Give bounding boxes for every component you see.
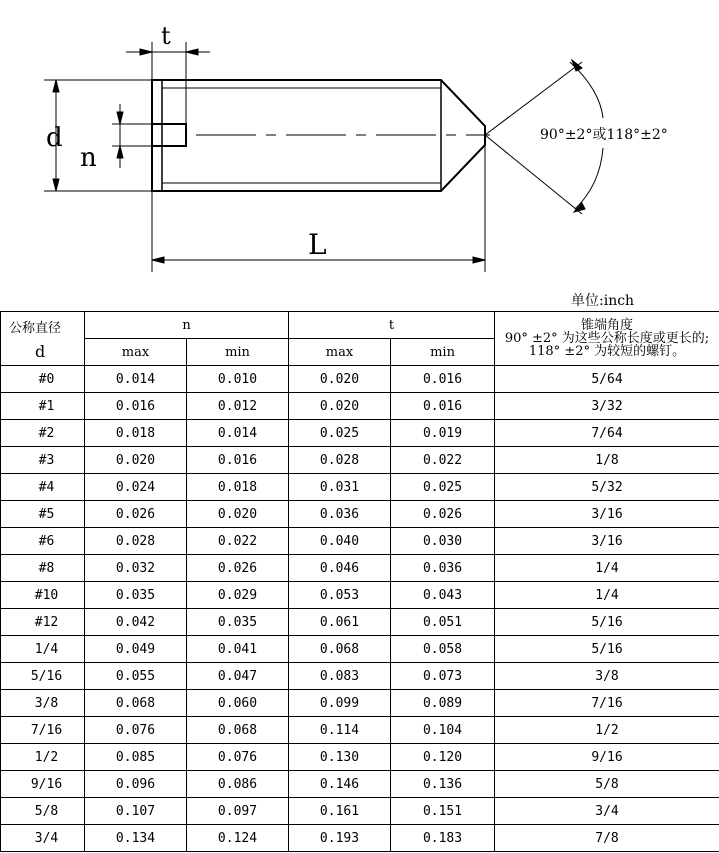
cell-t-min: 0.058 xyxy=(391,636,495,663)
cell-t-min: 0.073 xyxy=(391,663,495,690)
cell-n-max: 0.018 xyxy=(85,420,187,447)
cell-t-max: 0.114 xyxy=(289,717,391,744)
cell-t-max: 0.068 xyxy=(289,636,391,663)
cell-n-min: 0.012 xyxy=(187,393,289,420)
label-d: d xyxy=(46,123,63,153)
cell-n-max: 0.042 xyxy=(85,609,187,636)
angle-line-upper xyxy=(485,62,582,135)
cell-d: #5 xyxy=(1,501,85,528)
angle-line-lower xyxy=(485,135,582,214)
unit-label: 单位:inch xyxy=(571,293,635,309)
cell-n-max: 0.035 xyxy=(85,582,187,609)
spec-table xyxy=(0,311,719,852)
cell-n-min: 0.014 xyxy=(187,420,289,447)
header-cone-note2: 118° ±2° 为较短的螺钉。 xyxy=(528,344,686,359)
label-angle: 90°±2°或118°±2° xyxy=(540,127,668,143)
cell-angle: 5/32 xyxy=(495,474,719,501)
cell-t-min: 0.016 xyxy=(391,393,495,420)
table-row xyxy=(1,825,719,852)
cell-angle: 9/16 xyxy=(495,744,719,771)
cell-t-max: 0.130 xyxy=(289,744,391,771)
header-nominal-line1: 公称直径 xyxy=(9,320,62,336)
cell-angle: 5/8 xyxy=(495,771,719,798)
cell-t-max: 0.020 xyxy=(289,393,391,420)
L-arrow-right xyxy=(473,257,485,263)
cell-n-min: 0.086 xyxy=(187,771,289,798)
table-row xyxy=(1,501,719,528)
cell-n-max: 0.024 xyxy=(85,474,187,501)
cell-t-min: 0.136 xyxy=(391,771,495,798)
table-row xyxy=(1,366,719,393)
cell-n-max: 0.068 xyxy=(85,690,187,717)
cell-t-max: 0.146 xyxy=(289,771,391,798)
cell-angle: 5/64 xyxy=(495,366,719,393)
cell-angle: 7/16 xyxy=(495,690,719,717)
cell-n-min: 0.026 xyxy=(187,555,289,582)
cell-d: 5/8 xyxy=(1,798,85,825)
label-n: n xyxy=(80,143,97,173)
cell-n-max: 0.016 xyxy=(85,393,187,420)
cell-n-max: 0.107 xyxy=(85,798,187,825)
cell-angle: 3/4 xyxy=(495,798,719,825)
table-row xyxy=(1,528,719,555)
table-row xyxy=(1,717,719,744)
table-body xyxy=(1,366,719,852)
cell-angle: 3/16 xyxy=(495,501,719,528)
cell-t-max: 0.020 xyxy=(289,366,391,393)
cell-n-min: 0.018 xyxy=(187,474,289,501)
cell-n-min: 0.016 xyxy=(187,447,289,474)
cell-t-min: 0.120 xyxy=(391,744,495,771)
cell-angle: 7/8 xyxy=(495,825,719,852)
table-row xyxy=(1,744,719,771)
cell-d: #8 xyxy=(1,555,85,582)
cell-n-min: 0.029 xyxy=(187,582,289,609)
table-row xyxy=(1,474,719,501)
cell-n-min: 0.068 xyxy=(187,717,289,744)
cell-t-max: 0.099 xyxy=(289,690,391,717)
cell-n-min: 0.020 xyxy=(187,501,289,528)
cell-t-max: 0.028 xyxy=(289,447,391,474)
cell-n-max: 0.026 xyxy=(85,501,187,528)
cell-d: 7/16 xyxy=(1,717,85,744)
cell-t-min: 0.104 xyxy=(391,717,495,744)
cell-angle: 1/4 xyxy=(495,582,719,609)
t-arrow-right xyxy=(186,49,198,55)
header-n-max: max xyxy=(85,339,187,366)
cell-angle: 5/16 xyxy=(495,636,719,663)
cell-t-min: 0.030 xyxy=(391,528,495,555)
screw-drawing xyxy=(0,0,719,290)
header-n-min: min xyxy=(187,339,289,366)
angle-arc-lower xyxy=(575,148,603,209)
cell-d: #2 xyxy=(1,420,85,447)
cell-n-max: 0.134 xyxy=(85,825,187,852)
label-t: t xyxy=(161,22,171,50)
table-row xyxy=(1,447,719,474)
header-t-max: max xyxy=(289,339,391,366)
table-row xyxy=(1,636,719,663)
cell-n-min: 0.060 xyxy=(187,690,289,717)
cell-angle: 5/16 xyxy=(495,609,719,636)
cell-t-max: 0.025 xyxy=(289,420,391,447)
cell-t-min: 0.022 xyxy=(391,447,495,474)
table-row xyxy=(1,555,719,582)
cell-n-min: 0.010 xyxy=(187,366,289,393)
table-row xyxy=(1,690,719,717)
cell-t-max: 0.040 xyxy=(289,528,391,555)
cell-n-max: 0.032 xyxy=(85,555,187,582)
cell-d: 3/8 xyxy=(1,690,85,717)
cell-t-min: 0.051 xyxy=(391,609,495,636)
header-row-1 xyxy=(1,312,719,339)
cell-d: 1/2 xyxy=(1,744,85,771)
table-row xyxy=(1,420,719,447)
table-row xyxy=(1,393,719,420)
L-arrow-left xyxy=(152,257,164,263)
cell-t-min: 0.026 xyxy=(391,501,495,528)
slot xyxy=(152,124,186,146)
cell-d: #3 xyxy=(1,447,85,474)
cell-n-min: 0.076 xyxy=(187,744,289,771)
header-n: n xyxy=(85,312,289,339)
cell-n-min: 0.047 xyxy=(187,663,289,690)
t-arrow-left xyxy=(140,49,152,55)
cell-d: #10 xyxy=(1,582,85,609)
cell-t-max: 0.053 xyxy=(289,582,391,609)
cell-t-max: 0.061 xyxy=(289,609,391,636)
cell-n-max: 0.096 xyxy=(85,771,187,798)
cell-t-min: 0.151 xyxy=(391,798,495,825)
cell-t-max: 0.083 xyxy=(289,663,391,690)
header-nominal-diameter xyxy=(1,312,85,366)
cell-n-min: 0.035 xyxy=(187,609,289,636)
header-cone-title: 锥端角度 xyxy=(581,318,634,333)
cell-t-min: 0.019 xyxy=(391,420,495,447)
cell-n-min: 0.022 xyxy=(187,528,289,555)
cell-t-max: 0.193 xyxy=(289,825,391,852)
d-arrow-bottom xyxy=(53,179,59,191)
cell-n-min: 0.097 xyxy=(187,798,289,825)
cell-t-min: 0.036 xyxy=(391,555,495,582)
cell-t-max: 0.036 xyxy=(289,501,391,528)
cell-n-min: 0.124 xyxy=(187,825,289,852)
cell-t-min: 0.025 xyxy=(391,474,495,501)
cell-angle: 1/4 xyxy=(495,555,719,582)
header-nominal-line2: d xyxy=(35,341,46,361)
cell-d: 3/4 xyxy=(1,825,85,852)
cell-n-max: 0.076 xyxy=(85,717,187,744)
cell-n-max: 0.049 xyxy=(85,636,187,663)
cell-angle: 3/32 xyxy=(495,393,719,420)
table-row xyxy=(1,663,719,690)
table-row xyxy=(1,798,719,825)
cell-angle: 3/16 xyxy=(495,528,719,555)
cell-angle: 7/64 xyxy=(495,420,719,447)
cell-t-min: 0.016 xyxy=(391,366,495,393)
cell-d: #0 xyxy=(1,366,85,393)
cell-n-max: 0.055 xyxy=(85,663,187,690)
table-row xyxy=(1,771,719,798)
cell-d: 5/16 xyxy=(1,663,85,690)
cell-d: 9/16 xyxy=(1,771,85,798)
cell-t-max: 0.046 xyxy=(289,555,391,582)
header-t: t xyxy=(289,312,495,339)
cell-angle: 1/8 xyxy=(495,447,719,474)
cell-n-max: 0.014 xyxy=(85,366,187,393)
header-cone-note1: 90° ±2° 为这些公称长度或更长的; xyxy=(504,331,710,346)
table-row xyxy=(1,582,719,609)
d-arrow-top xyxy=(53,80,59,92)
angle-arrow-upper xyxy=(572,60,582,71)
cell-d: 1/4 xyxy=(1,636,85,663)
cell-n-min: 0.041 xyxy=(187,636,289,663)
cell-d: #12 xyxy=(1,609,85,636)
header-t-min: min xyxy=(391,339,495,366)
n-arrow-bottom xyxy=(117,146,123,158)
cell-d: #1 xyxy=(1,393,85,420)
cell-n-max: 0.085 xyxy=(85,744,187,771)
n-arrow-top xyxy=(117,112,123,124)
cell-d: #4 xyxy=(1,474,85,501)
cell-t-max: 0.031 xyxy=(289,474,391,501)
cell-n-max: 0.020 xyxy=(85,447,187,474)
cell-t-min: 0.043 xyxy=(391,582,495,609)
cell-t-min: 0.183 xyxy=(391,825,495,852)
cell-t-min: 0.089 xyxy=(391,690,495,717)
cell-angle: 3/8 xyxy=(495,663,719,690)
angle-arc-upper xyxy=(570,62,603,118)
cell-t-max: 0.161 xyxy=(289,798,391,825)
cell-angle: 1/2 xyxy=(495,717,719,744)
table-row xyxy=(1,609,719,636)
cell-d: #6 xyxy=(1,528,85,555)
cell-n-max: 0.028 xyxy=(85,528,187,555)
header-cone-angle xyxy=(495,312,719,366)
label-L: L xyxy=(308,228,327,261)
